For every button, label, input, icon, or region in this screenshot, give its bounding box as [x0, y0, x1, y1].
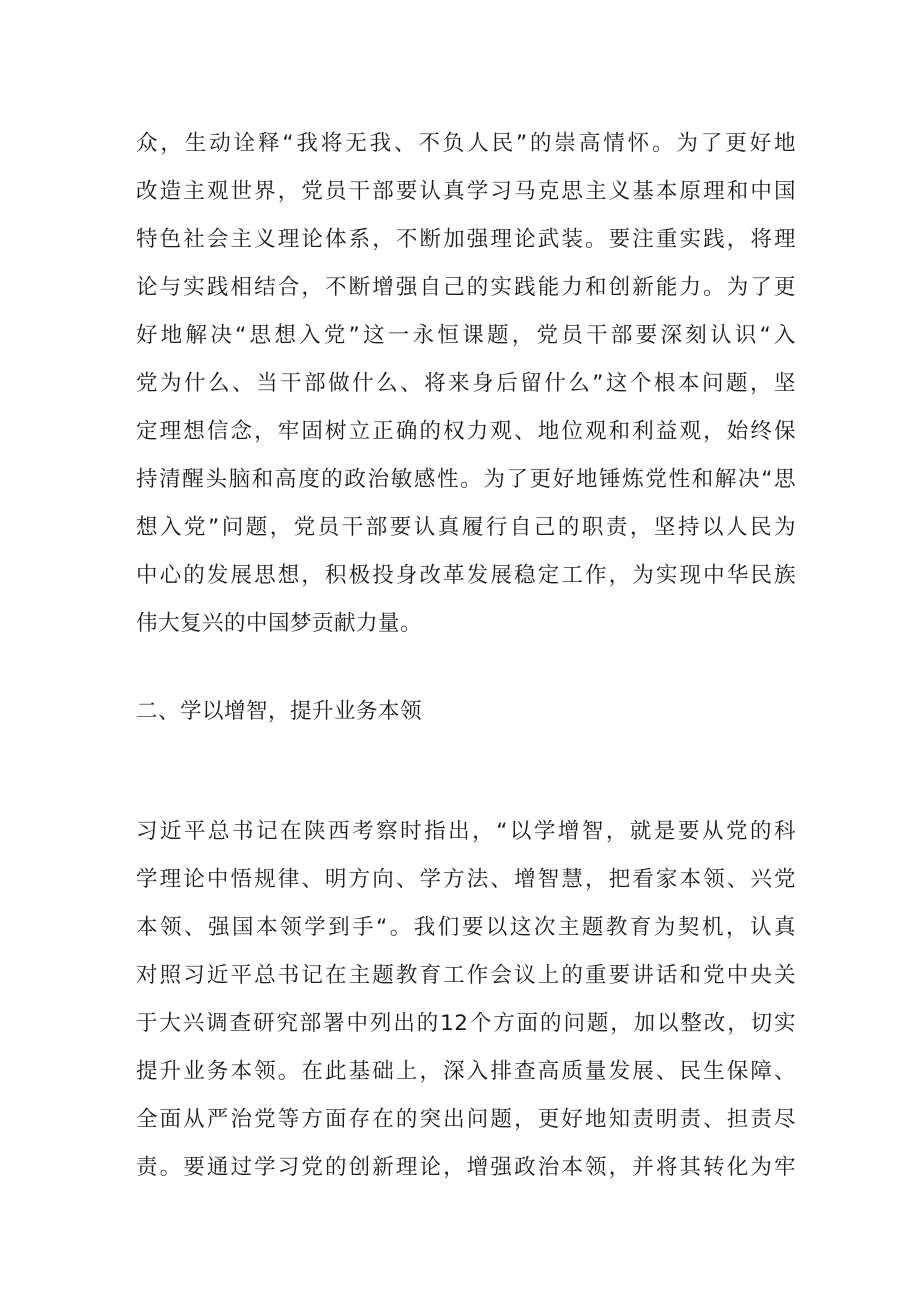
- paragraph-line: 全面从严治党等方面存在的突出问题，更好地知责明责、担责尽: [136, 1107, 796, 1132]
- paragraph-1: [136, 120, 796, 648]
- paragraph-line: 改造主观世界，党员干部要认真学习马克思主义基本原理和中国: [136, 179, 796, 204]
- paragraph-line: 学理论中悟规律、明方向、学方法、增智慧，把看家本领、兴党: [136, 867, 796, 892]
- paragraph-line: 论与实践相结合，不断增强自己的实践能力和创新能力。为了更: [136, 275, 796, 300]
- paragraph-line: 伟大复兴的中国梦贡献力量。: [136, 611, 423, 636]
- section-heading: [136, 688, 796, 736]
- paragraph-line: 习近平总书记在陕西考察时指出，“以学增智，就是要从党的科: [136, 819, 796, 844]
- paragraph-line: 众，生动诠释“我将无我、不负人民”的崇高情怀。为了更好地: [136, 131, 796, 156]
- paragraph-line: 本领、强国本领学到手“。我们要以这次主题教育为契机，认真: [136, 915, 796, 940]
- paragraph-line: 责。要通过学习党的创新理论，增强政治本领，并将其转化为牢: [136, 1155, 796, 1180]
- paragraph-line: 持清醒头脑和高度的政治敏感性。为了更好地锤炼党性和解决“思: [136, 467, 796, 492]
- paragraph-line: 提升业务本领。在此基础上，深入排查高质量发展、民生保障、: [136, 1059, 796, 1084]
- paragraph-2: [136, 808, 796, 1192]
- paragraph-line: 党为什么、当干部做什么、将来身后留什么”这个根本问题，坚: [136, 371, 796, 396]
- paragraph-line: 定理想信念，牢固树立正确的权力观、地位观和利益观，始终保: [136, 419, 796, 444]
- paragraph-line: 中心的发展思想，积极投身改革发展稳定工作，为实现中华民族: [136, 563, 796, 588]
- section-heading-text: 二、学以增智，提升业务本领: [136, 699, 423, 724]
- paragraph-line: 于大兴调查研究部署中列出的12个方面的问题，加以整改，切实: [136, 1011, 796, 1036]
- paragraph-line: 想入党”问题，党员干部要认真履行自己的职责，坚持以人民为: [136, 515, 796, 540]
- paragraph-line: 好地解决“思想入党”这一永恒课题，党员干部要深刻认识“入: [136, 323, 796, 348]
- paragraph-line: 对照习近平总书记在主题教育工作会议上的重要讲话和党中央关: [136, 963, 796, 988]
- paragraph-line: 特色社会主义理论体系，不断加强理论武装。要注重实践，将理: [136, 227, 796, 252]
